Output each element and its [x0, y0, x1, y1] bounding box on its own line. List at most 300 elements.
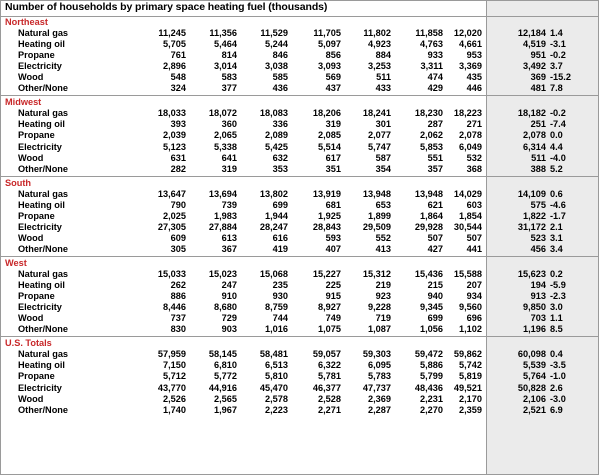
- table-title: Number of households by primary space heating fuel (thousands): [5, 1, 328, 13]
- change-cell: -3.0: [550, 393, 566, 404]
- value-cell: 446: [466, 83, 482, 94]
- value-cell: 2,271: [318, 404, 341, 415]
- value-cell: 3,253: [368, 61, 391, 72]
- forecast-cell: 3,492: [523, 61, 546, 72]
- forecast-cell: 369: [530, 72, 546, 83]
- value-cell: 632: [272, 152, 288, 163]
- value-cell: 15,588: [453, 269, 482, 280]
- value-cell: 2,565: [214, 393, 237, 404]
- value-cell: 319: [221, 163, 237, 174]
- change-cell: 0.4: [550, 349, 563, 360]
- forecast-cell: 481: [530, 83, 546, 94]
- change-cell: -1.0: [550, 371, 566, 382]
- fuel-label: Natural gas: [18, 269, 69, 280]
- forecast-cell: 5,764: [523, 371, 546, 382]
- region-header: [0, 17, 599, 28]
- value-cell: 2,578: [265, 393, 288, 404]
- value-cell: 305: [170, 243, 186, 254]
- table-row: [0, 360, 599, 371]
- value-cell: 5,338: [214, 141, 237, 152]
- value-cell: 915: [325, 291, 341, 302]
- forecast-cell: 9,850: [523, 302, 546, 313]
- value-cell: 8,759: [265, 302, 288, 313]
- table-row: [0, 302, 599, 313]
- forecast-cell: 913: [530, 291, 546, 302]
- value-cell: 609: [170, 232, 186, 243]
- table-row: [0, 50, 599, 61]
- value-cell: 3,369: [459, 61, 482, 72]
- value-cell: 2,078: [459, 130, 482, 141]
- fuel-label: Wood: [18, 232, 44, 243]
- forecast-cell: 703: [530, 313, 546, 324]
- value-cell: 27,884: [208, 221, 237, 232]
- fuel-label: Electricity: [18, 221, 62, 232]
- value-cell: 360: [221, 119, 237, 130]
- value-cell: 11,858: [415, 28, 443, 39]
- value-cell: 215: [427, 280, 443, 291]
- value-cell: 613: [221, 232, 237, 243]
- table-row: [0, 291, 599, 302]
- value-cell: 5,747: [368, 141, 391, 152]
- value-cell: 603: [466, 199, 482, 210]
- value-cell: 699: [427, 313, 443, 324]
- change-cell: 6.9: [550, 404, 563, 415]
- value-cell: 699: [272, 199, 288, 210]
- value-cell: 2,287: [368, 404, 391, 415]
- value-cell: 583: [221, 72, 237, 83]
- value-cell: 336: [272, 119, 288, 130]
- value-cell: 247: [221, 280, 237, 291]
- table-row: [0, 233, 599, 244]
- value-cell: 46,377: [312, 382, 341, 393]
- value-cell: 9,560: [459, 302, 482, 313]
- value-cell: 271: [466, 119, 482, 130]
- value-cell: 433: [375, 83, 391, 94]
- change-cell: 0.6: [550, 188, 563, 199]
- forecast-cell: 2,106: [523, 393, 546, 404]
- region-header: [0, 338, 599, 349]
- fuel-label: Heating oil: [18, 199, 65, 210]
- forecast-cell: 523: [530, 232, 546, 243]
- table-row: [0, 244, 599, 255]
- value-cell: 407: [325, 243, 341, 254]
- table-row: [0, 39, 599, 50]
- change-cell: -3.5: [550, 360, 566, 371]
- table-row: [0, 222, 599, 233]
- value-cell: 552: [375, 232, 391, 243]
- forecast-cell: 194: [530, 280, 546, 291]
- region-label: Midwest: [5, 97, 42, 108]
- value-cell: 7,150: [163, 360, 186, 371]
- table-row: [0, 72, 599, 83]
- value-cell: 262: [170, 280, 186, 291]
- fuel-label: Other/None: [18, 243, 69, 254]
- value-cell: 47,737: [362, 382, 391, 393]
- table-row: [0, 371, 599, 382]
- value-cell: 4,763: [420, 39, 443, 50]
- forecast-cell: 1,196: [523, 324, 546, 335]
- value-cell: 18,083: [259, 108, 288, 119]
- table-row: [0, 280, 599, 291]
- fuel-label: Propane: [18, 291, 55, 302]
- table-row: [0, 83, 599, 94]
- value-cell: 930: [272, 291, 288, 302]
- change-cell: 3.4: [550, 243, 563, 254]
- fuel-label: Electricity: [18, 302, 62, 313]
- value-cell: 367: [221, 243, 237, 254]
- value-cell: 621: [427, 199, 443, 210]
- change-cell: 3.1: [550, 232, 563, 243]
- forecast-cell: 2,521: [523, 404, 546, 415]
- value-cell: 11,245: [158, 28, 186, 39]
- value-cell: 2,528: [318, 393, 341, 404]
- table-row: [0, 61, 599, 72]
- fuel-label: Natural gas: [18, 188, 69, 199]
- change-cell: 1.4: [550, 28, 563, 39]
- change-cell: 2.6: [550, 382, 563, 393]
- value-cell: 696: [466, 313, 482, 324]
- value-cell: 761: [170, 50, 186, 61]
- value-cell: 940: [427, 291, 443, 302]
- value-cell: 207: [466, 280, 482, 291]
- forecast-cell: 6,314: [523, 141, 546, 152]
- value-cell: 631: [170, 152, 186, 163]
- change-cell: -0.2: [550, 108, 566, 119]
- value-cell: 9,345: [420, 302, 443, 313]
- value-cell: 739: [221, 199, 237, 210]
- value-cell: 18,223: [453, 108, 482, 119]
- value-cell: 5,799: [420, 371, 443, 382]
- region-label: South: [5, 177, 32, 188]
- value-cell: 58,145: [208, 349, 237, 360]
- value-cell: 59,057: [312, 349, 341, 360]
- value-cell: 5,705: [163, 39, 186, 50]
- forecast-cell: 12,184: [517, 28, 546, 39]
- forecast-cell: 14,109: [517, 188, 546, 199]
- value-cell: 2,170: [459, 393, 482, 404]
- value-cell: 28,843: [312, 221, 341, 232]
- fuel-label: Natural gas: [18, 108, 69, 119]
- value-cell: 45,470: [259, 382, 288, 393]
- value-cell: 532: [466, 152, 482, 163]
- value-cell: 351: [325, 163, 341, 174]
- fuel-label: Heating oil: [18, 360, 65, 371]
- table-row: [0, 211, 599, 222]
- value-cell: 15,227: [312, 269, 341, 280]
- forecast-cell: 5,539: [523, 360, 546, 371]
- value-cell: 744: [272, 313, 288, 324]
- value-cell: 14,029: [453, 188, 482, 199]
- table-row: [0, 383, 599, 394]
- value-cell: 18,033: [157, 108, 186, 119]
- table-row: [0, 119, 599, 130]
- table-row: [0, 28, 599, 39]
- forecast-cell: 1,822: [523, 210, 546, 221]
- divider-line: [0, 176, 599, 177]
- value-cell: 413: [375, 243, 391, 254]
- region-label: West: [5, 257, 27, 268]
- forecast-cell: 50,828: [517, 382, 546, 393]
- value-cell: 474: [427, 72, 443, 83]
- forecast-cell: 456: [530, 243, 546, 254]
- value-cell: 48,436: [414, 382, 443, 393]
- forecast-cell: 60,098: [517, 349, 546, 360]
- value-cell: 15,033: [157, 269, 186, 280]
- value-cell: 1,102: [459, 324, 482, 335]
- forecast-cell: 31,172: [517, 221, 546, 232]
- table-row: [0, 189, 599, 200]
- value-cell: 18,072: [208, 108, 237, 119]
- value-cell: 2,231: [420, 393, 443, 404]
- value-cell: 8,927: [318, 302, 341, 313]
- value-cell: 15,312: [362, 269, 391, 280]
- fuel-label: Propane: [18, 371, 55, 382]
- region-label: Northeast: [5, 17, 48, 27]
- value-cell: 593: [325, 232, 341, 243]
- value-cell: 548: [170, 72, 186, 83]
- fuel-label: Wood: [18, 72, 44, 83]
- value-cell: 1,854: [459, 210, 482, 221]
- fuel-label: Natural gas: [18, 28, 69, 39]
- table-row: [0, 394, 599, 405]
- value-cell: 585: [272, 72, 288, 83]
- value-cell: 11,705: [313, 28, 341, 39]
- value-cell: 429: [427, 83, 443, 94]
- value-cell: 903: [221, 324, 237, 335]
- value-cell: 653: [375, 199, 391, 210]
- divider-line: [0, 336, 599, 337]
- fuel-label: Wood: [18, 152, 44, 163]
- fuel-label: Other/None: [18, 404, 69, 415]
- value-cell: 923: [375, 291, 391, 302]
- value-cell: 1,925: [318, 210, 341, 221]
- change-cell: 0.2: [550, 269, 563, 280]
- value-cell: 5,712: [163, 371, 186, 382]
- value-cell: 377: [221, 83, 237, 94]
- value-cell: 49,521: [453, 382, 482, 393]
- value-cell: 6,049: [459, 141, 482, 152]
- value-cell: 2,270: [420, 404, 443, 415]
- value-cell: 18,206: [312, 108, 341, 119]
- value-cell: 5,097: [318, 39, 341, 50]
- fuel-label: Electricity: [18, 141, 62, 152]
- fuel-label: Propane: [18, 50, 55, 61]
- value-cell: 681: [325, 199, 341, 210]
- value-cell: 5,810: [265, 371, 288, 382]
- value-cell: 1,087: [368, 324, 391, 335]
- value-cell: 2,085: [318, 130, 341, 141]
- value-cell: 324: [170, 83, 186, 94]
- forecast-cell: 251: [530, 119, 546, 130]
- value-cell: 511: [376, 72, 391, 83]
- value-cell: 5,742: [459, 360, 482, 371]
- change-cell: 1.1: [550, 313, 563, 324]
- value-cell: 1,864: [420, 210, 443, 221]
- value-cell: 5,244: [265, 39, 288, 50]
- value-cell: 282: [170, 163, 186, 174]
- change-cell: -3.1: [550, 39, 566, 50]
- value-cell: 1,983: [214, 210, 237, 221]
- forecast-cell: 511: [531, 152, 546, 163]
- value-cell: 15,068: [259, 269, 288, 280]
- value-cell: 884: [375, 50, 391, 61]
- value-cell: 30,544: [453, 221, 482, 232]
- value-cell: 5,886: [420, 360, 443, 371]
- value-cell: 910: [221, 291, 237, 302]
- value-cell: 6,095: [368, 360, 391, 371]
- value-cell: 2,896: [163, 61, 186, 72]
- value-cell: 5,464: [214, 39, 237, 50]
- value-cell: 2,065: [214, 130, 237, 141]
- value-cell: 933: [427, 50, 443, 61]
- value-cell: 3,038: [265, 61, 288, 72]
- value-cell: 1,056: [420, 324, 443, 335]
- value-cell: 830: [170, 324, 186, 335]
- value-cell: 437: [325, 83, 341, 94]
- divider-line: [0, 256, 599, 257]
- value-cell: 11,356: [209, 28, 237, 39]
- value-cell: 617: [325, 152, 341, 163]
- value-cell: 319: [325, 119, 341, 130]
- value-cell: 6,322: [318, 360, 341, 371]
- change-cell: -4.6: [550, 199, 566, 210]
- data-table: [0, 17, 599, 416]
- value-cell: 5,123: [163, 141, 186, 152]
- forecast-cell: 4,519: [523, 39, 546, 50]
- fuel-label: Propane: [18, 130, 55, 141]
- value-cell: 5,819: [459, 371, 482, 382]
- fuel-label: Propane: [18, 210, 55, 221]
- value-cell: 59,303: [362, 349, 391, 360]
- fuel-label: Heating oil: [18, 39, 65, 50]
- value-cell: 587: [375, 152, 391, 163]
- value-cell: 1,944: [265, 210, 288, 221]
- value-cell: 419: [272, 243, 288, 254]
- value-cell: 5,853: [420, 141, 443, 152]
- value-cell: 28,247: [259, 221, 288, 232]
- value-cell: 4,923: [368, 39, 391, 50]
- value-cell: 507: [466, 232, 482, 243]
- table-row: [0, 200, 599, 211]
- forecast-cell: 388: [530, 163, 546, 174]
- change-cell: 0.0: [550, 130, 563, 141]
- divider-line: [0, 95, 599, 96]
- value-cell: 616: [272, 232, 288, 243]
- fuel-label: Other/None: [18, 324, 69, 335]
- value-cell: 641: [221, 152, 237, 163]
- fuel-label: Electricity: [18, 61, 62, 72]
- change-cell: 2.1: [550, 221, 563, 232]
- value-cell: 569: [325, 72, 341, 83]
- value-cell: 1,740: [163, 404, 186, 415]
- value-cell: 225: [325, 280, 341, 291]
- value-cell: 737: [170, 313, 186, 324]
- value-cell: 1,075: [318, 324, 341, 335]
- value-cell: 12,020: [453, 28, 482, 39]
- value-cell: 4,661: [459, 39, 482, 50]
- value-cell: 5,772: [214, 371, 237, 382]
- table-row: [0, 130, 599, 141]
- value-cell: 287: [427, 119, 443, 130]
- value-cell: 5,783: [368, 371, 391, 382]
- value-cell: 235: [272, 280, 288, 291]
- fuel-label: Heating oil: [18, 280, 65, 291]
- value-cell: 219: [375, 280, 391, 291]
- region-header: [0, 97, 599, 108]
- value-cell: 57,959: [157, 349, 186, 360]
- value-cell: 58,481: [259, 349, 288, 360]
- value-cell: 814: [221, 50, 237, 61]
- value-cell: 3,014: [214, 61, 237, 72]
- value-cell: 934: [466, 291, 482, 302]
- value-cell: 719: [375, 313, 391, 324]
- value-cell: 2,359: [459, 404, 482, 415]
- value-cell: 15,436: [414, 269, 443, 280]
- value-cell: 2,223: [265, 404, 288, 415]
- value-cell: 953: [466, 50, 482, 61]
- value-cell: 353: [272, 163, 288, 174]
- table-row: [0, 164, 599, 175]
- forecast-cell: 15,623: [517, 269, 546, 280]
- table-row: [0, 349, 599, 360]
- value-cell: 393: [170, 119, 186, 130]
- value-cell: 427: [427, 243, 443, 254]
- value-cell: 59,472: [414, 349, 443, 360]
- table-row: [0, 269, 599, 280]
- value-cell: 2,039: [163, 130, 186, 141]
- value-cell: 1,899: [368, 210, 391, 221]
- value-cell: 1,016: [265, 324, 288, 335]
- value-cell: 13,647: [157, 188, 186, 199]
- value-cell: 11,529: [260, 28, 288, 39]
- table-row: [0, 405, 599, 416]
- value-cell: 2,369: [368, 393, 391, 404]
- value-cell: 8,446: [163, 302, 186, 313]
- forecast-cell: 951: [530, 50, 546, 61]
- value-cell: 507: [427, 232, 443, 243]
- value-cell: 790: [170, 199, 186, 210]
- value-cell: 749: [325, 313, 341, 324]
- value-cell: 13,948: [362, 188, 391, 199]
- table-row: [0, 142, 599, 153]
- fuel-label: Other/None: [18, 163, 69, 174]
- fuel-label: Other/None: [18, 83, 69, 94]
- value-cell: 6,810: [214, 360, 237, 371]
- value-cell: 886: [170, 291, 186, 302]
- value-cell: 5,781: [318, 371, 341, 382]
- table-row: [0, 324, 599, 335]
- value-cell: 6,513: [265, 360, 288, 371]
- fuel-label: Wood: [18, 393, 44, 404]
- value-cell: 29,509: [362, 221, 391, 232]
- region-header: [0, 258, 599, 269]
- table-row: [0, 313, 599, 324]
- value-cell: 18,241: [362, 108, 391, 119]
- value-cell: 2,062: [420, 130, 443, 141]
- change-cell: -7.4: [550, 119, 566, 130]
- change-cell: -5.9: [550, 280, 566, 291]
- value-cell: 27,305: [157, 221, 186, 232]
- value-cell: 8,680: [214, 302, 237, 313]
- value-cell: 5,514: [318, 141, 341, 152]
- value-cell: 301: [375, 119, 391, 130]
- forecast-cell: 2,078: [523, 130, 546, 141]
- value-cell: 29,928: [414, 221, 443, 232]
- value-cell: 13,948: [414, 188, 443, 199]
- fuel-label: Electricity: [18, 382, 62, 393]
- table-row: [0, 108, 599, 119]
- change-cell: 3.0: [550, 302, 563, 313]
